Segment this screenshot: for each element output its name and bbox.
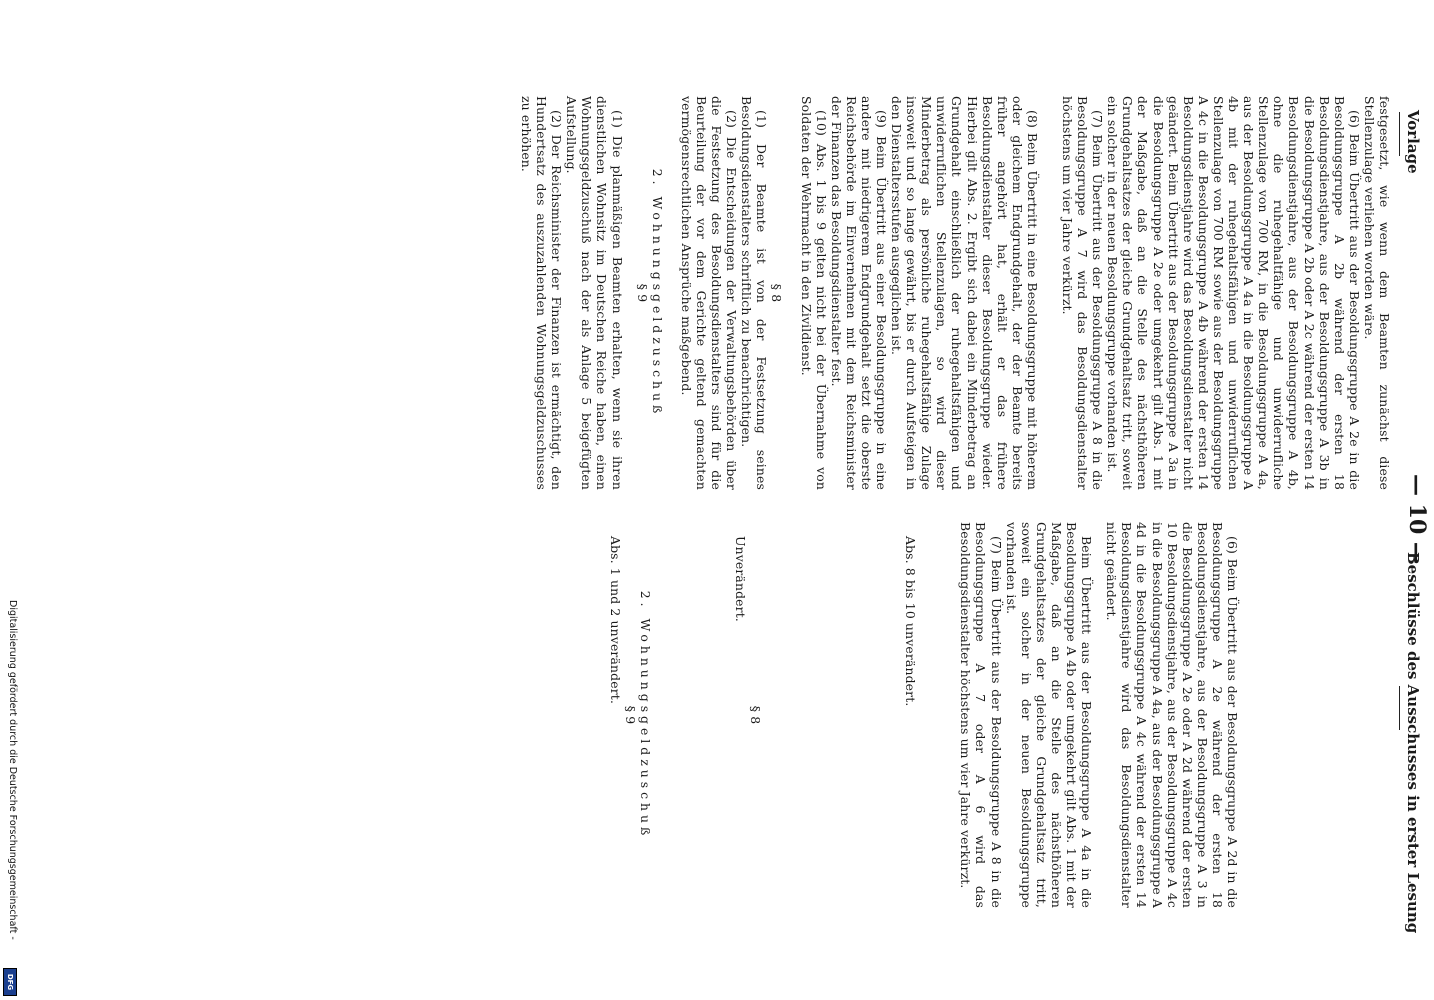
digitization-footer: [0, 600, 18, 995]
right-section-9-text: Abs. 1 und 2 unverändert.: [607, 536, 623, 705]
right-column: [608, 522, 1392, 908]
left-heading-rule: [1399, 112, 1400, 156]
left-intro: festgesetzt, wie wenn dem Beamten zunächst diese Stellenzulage verliehen worden wäre.: [1361, 96, 1392, 490]
left-section-8-para-1: (1) Der Beamte ist von der Festsetzung seines Besoldungsdienstalters schriftlich zu benachrichtigen.: [739, 96, 770, 490]
left-heading: Vorlage: [1404, 110, 1422, 174]
left-para-10: (10) Abs. 1 bis 9 gelten nicht bei der Übernahme von Soldaten der Wehrmacht in den Zivildienst.: [798, 96, 829, 490]
dfg-logo-icon: [3, 968, 17, 996]
left-section-9-para-1: (1) Die planmäßigen Beamten erhalten, wenn sie ihren dienstlichen Wohnsitz im Deutschen Reiche haben, einen Wohnungsgeldzuschuß nach der als Anlage 5 beigefügten Aufstellung.: [564, 96, 625, 490]
left-para-9: (9) Beim Übertritt aus einer Besoldungsgruppe in eine andere mit niedrigerem Endgrundgehalt setzt die oberste Reichsbehörde im Einvernehmen mit dem Reichsminister der Finanzen das Besoldungsdienstalter fest.: [828, 96, 889, 490]
left-section-9-title: § 9: [634, 283, 650, 303]
right-heading-rule: [1399, 686, 1400, 730]
left-section-8-title: § 8: [769, 283, 785, 303]
right-chapter-2-title: 2. Wohnungsgeldzuschuß: [638, 590, 654, 840]
right-section-8-text: Unverändert.: [733, 536, 749, 622]
footer-text: Digitalisierung gefördert durch die Deutsche Forschungsgemeinschaft -: [7, 600, 18, 940]
left-para-8: (8) Beim Übertritt in eine Besoldungsgruppe mit höherem oder gleichem Endgrundgehalt, der der Beamte bereits früher angehört hat, erhält er das frühere Besoldungsdienstalter dieser Besoldungsgruppe wieder. Hierbei gilt Abs. 2. Ergibt sich dabei ein Minderbetrag an Grundgehalt einschließlich der ruhegehaltsfähigen und unwiderruflichen Stellenzulagen, so wird dieser Minderbetrag als persönliche ruhegehaltsfähige Zulage insoweit und so lange gewährt, bis er durch Aufsteigen in den Dienstaltersstufen ausgeglichen ist.: [889, 96, 1040, 490]
right-para-6: (6) Beim Übertritt aus der Besoldungsgruppe A 2d in die Besoldungsgruppe A 2e während der ersten 18 Besoldungsdienstjahre, aus der Besoldungsgruppe A 3 in die Besoldungsgruppe A 2e oder A 2d während der ersten 10 Besoldungsdienstjahre, aus der Besoldungsgruppe A 4c in die Besoldungsgruppe A 4a, aus der Besoldungsgruppe A 4d in die Besoldungsgruppe A 4c während der ersten 14 Besoldungsdienstjahre wird das Besoldungsdienstalter nicht geändert.: [1104, 522, 1240, 908]
right-para-7: (7) Beim Übertritt aus der Besoldungsgruppe A 8 in die Besoldungsgruppe A 7 oder A 6 wird das Besoldungsdienstalter höchstens um vier Jahre verkürzt.: [958, 522, 1004, 908]
left-para-6: (6) Beim Übertritt aus der Besoldungsgruppe A 2e in die Besoldungsgruppe A 2b während der ersten 18 Besoldungsdienstjahre, aus der Besoldungsgruppe A 3b in die Besoldungsgruppe A 2b oder A 2c während der ersten 14 Besoldungsdienstjahre, aus der Besoldungsgruppe A 4b, ohne die ruhegehaltfähige und unwiderrufliche Stellenzulage von 700 RM, in die Besoldungsgruppe A 4a, aus der Besoldungsgruppe A 4a in die Besoldungsgruppe A 4b mit der ruhegehaltsfähigen und unwiderruflichen Stellenzulage von 700 RM sowie aus der Besoldungsgruppe A 4c in die Besoldungsgruppe A 4b während der ersten 14 Besoldungsdienstjahre wird das Besoldungsdienstalter nicht geändert. Beim Übertritt aus der Besoldungsgruppe A 3a in die Besoldungsgruppe A 2e oder umgekehrt gilt Abs. 1 mit der Maßgabe, daß an die Stelle des nächsthöheren Grundgehaltsatzes der gleiche Grundgehaltsatz tritt, soweit ein solcher in der neuen Besoldungsgruppe vorhanden ist.: [1105, 96, 1362, 490]
right-section-9-title: § 9: [622, 705, 638, 725]
left-para-7: (7) Beim Übertritt aus der Besoldungsgruppe A 8 in die Besoldungsgruppe A 7 wird das Besoldungsdienstalter höchstens um vier Jahre verkürzt.: [1060, 96, 1106, 490]
left-chapter-2-title: 2. Wohnungsgeldzuschuß: [649, 168, 665, 418]
left-section-9-para-2: (2) Der Reichsminister der Finanzen ist ermächtigt, den Hundertsatz des auszuzahlenden Wohnungsgeldzuschusses zu erhöhen.: [519, 96, 565, 490]
left-section-8-para-2: (2) Die Entscheidungen der Verwaltungsbehörden über die Festsetzung des Besoldungsdienstalters sind für die Beurteilung der vor dem Gerichte geltend gemachten vermögensrechtlichen Ansprüche maßgebend.: [678, 96, 740, 490]
left-column: [519, 96, 1392, 490]
dfg-logo-label: DFG: [6, 973, 14, 991]
page-number: — 10 —: [1404, 474, 1430, 564]
right-section-8-title: § 8: [748, 705, 764, 725]
right-heading: Beschlüsse des Ausschusses in erster Lesung: [1404, 552, 1422, 934]
right-para-8-10: Abs. 8 bis 10 unverändert.: [903, 536, 919, 707]
right-para-6-continued: Beim Übertritt aus der Besoldungsgruppe A 4a in die Besoldungsgruppe A 4b oder umgekehrt gilt Abs. 1 mit der Maßgabe, daß an die Stelle des nächsthöheren Grundgehaltsatzes der gleiche Grundgehaltsatz tritt, soweit ein solcher in der neuen Besoldungsgruppe vorhanden ist.: [1003, 522, 1095, 908]
